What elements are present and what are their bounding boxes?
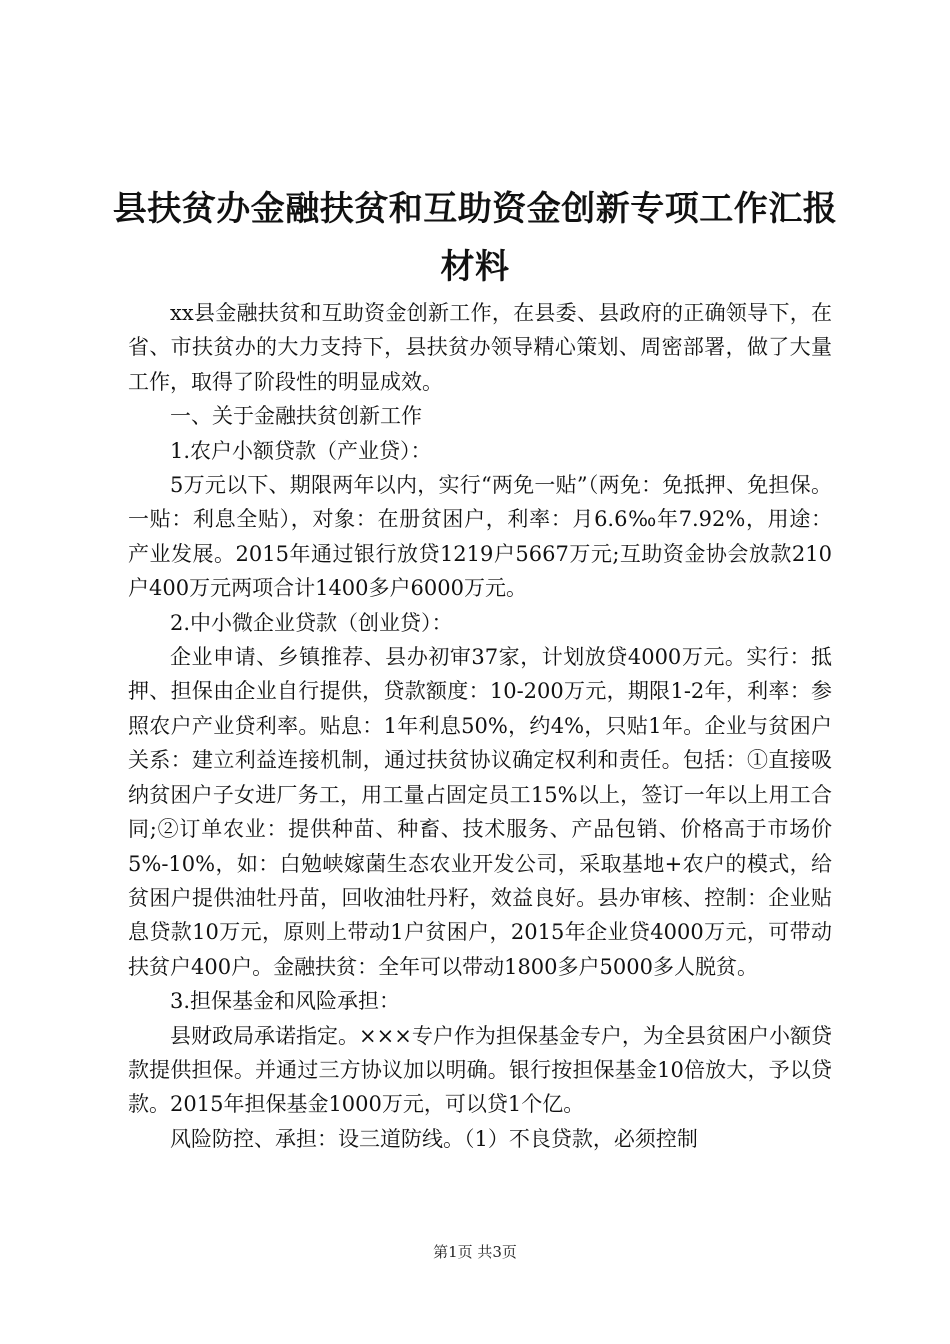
paragraph: 县财政局承诺指定。×××专户作为担保基金专户，为全县贫困户小额贷款提供担保。并通过三方协议加以明确。银行按担保基金10倍放大，予以贷款。2015年担保基金1000万元，可以贷1个亿。 xyxy=(128,1023,832,1117)
document-body xyxy=(128,296,832,1156)
section-heading: 一、关于金融扶贫创新工作 xyxy=(170,404,422,429)
paragraph: 企业申请、乡镇推荐、县办初审37家，计划放贷4000万元。实行：抵押、担保由企业自行提供，贷款额度：10-200万元，期限1-2年，利率：参照农户产业贷利率。贴息：1年利息50%，约4%，只贴1年。企业与贫困户关系：建立利益连接机制，通过扶贫协议确定权利和责任。包括：①直接吸纳贫困户子女进厂务工，用工量占固定员工15%以上，签订一年以上用工合同;②订单农业：提供种苗、种畜、技术服务、产品包销、价格高于市场价5%-10%，如：白勉峡嫁菌生态农业开发公司，采取基地+农户的模式，给贫困户提供油牡丹苗，回收油牡丹籽，效益良好。县办审核、控制：企业贴息贷款10万元，原则上带动1户贫困户，2015年企业贷4000万元，可带动扶贫户400户。金融扶贫：全年可以带动1800多户5000多人脱贫。 xyxy=(128,645,832,979)
subsection-heading: 1.农户小额贷款（产业贷）： xyxy=(170,438,432,463)
paragraph: 5万元以下、期限两年以内，实行“两免一贴”（两免：免抵押、免担保。一贴：利息全贴），对象：在册贫困户，利率：月6.6‰年7.92%，用途：产业发展。2015年通过银行放贷1219户5667万元;互助资金协会放款210户400万元两项合计1400多户6000万元。 xyxy=(128,473,832,601)
page-footer: 第1页 共3页 xyxy=(433,1243,517,1261)
paragraph: 风险防控、承担：设三道防线。（1）不良贷款，必须控制 xyxy=(170,1126,698,1151)
document-title: 县扶贫办金融扶贫和互助资金创新专项工作汇报材料 xyxy=(112,189,838,287)
subsection-heading: 2.中小微企业贷款（创业贷）： xyxy=(170,610,453,635)
paragraph-intro: xx县金融扶贫和互助资金创新工作，在县委、县政府的正确领导下，在省、市扶贫办的大力支持下，县扶贫办领导精心策划、周密部署，做了大量工作，取得了阶段性的明显成效。 xyxy=(128,301,832,394)
subsection-heading: 3.担保基金和风险承担： xyxy=(170,989,401,1014)
